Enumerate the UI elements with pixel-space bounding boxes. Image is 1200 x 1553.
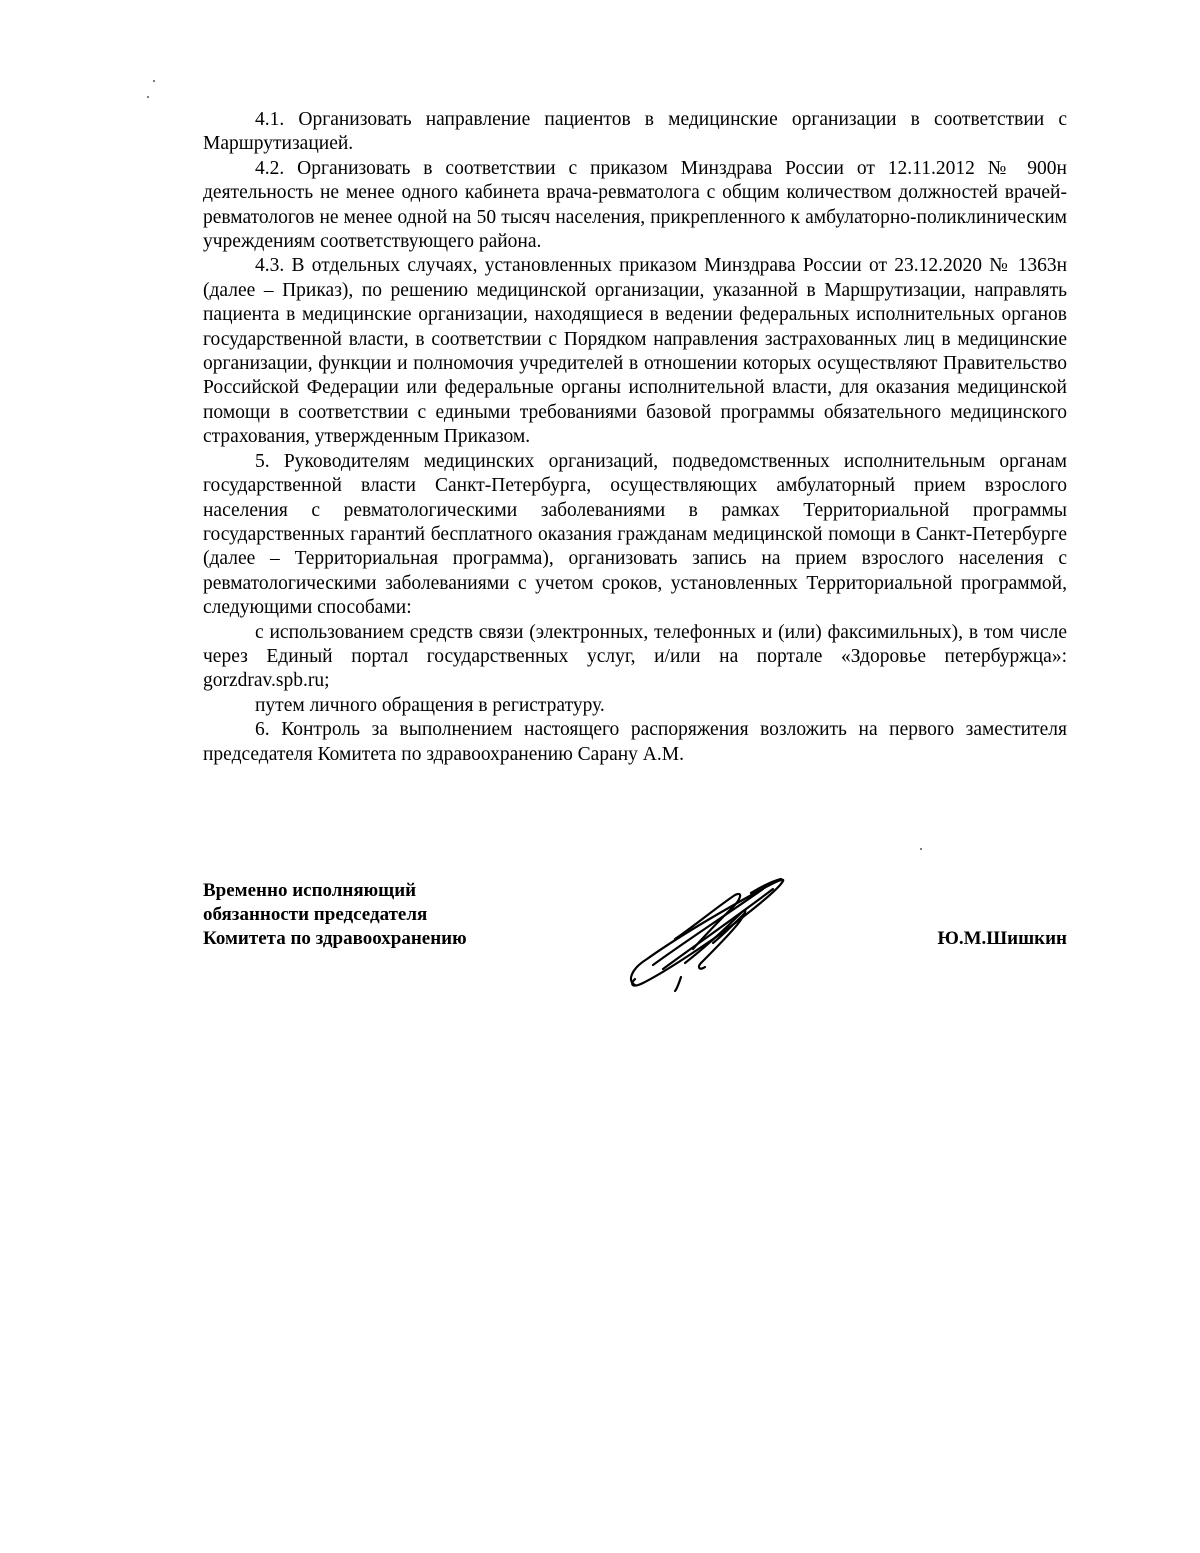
signatory-title <box>203 879 467 951</box>
paragraph-5-method-visit: путем личного обращения в регистратуру. <box>255 694 605 716</box>
signatory-title-line: Временно исполняющий <box>203 880 417 901</box>
handwritten-signature-icon <box>623 873 793 993</box>
scan-artifact <box>147 96 149 98</box>
paragraph-5-method-communication: с использованием средств связи (электронных, телефонных и (или) факсимильных), в том числе через Единый портал государственных услуг, и/или на портале «Здоровье петербуржца»: gorzdrav.spb.ru; <box>203 621 1067 692</box>
signature-block <box>203 873 1067 1003</box>
paragraph-4-2: 4.2. Организовать в соответствии с приказом Минздрава России от 12.11.2012 № 900н деятельность не менее одного кабинета врача-ревматолога с общим количеством должностей врачей-ревматологов не менее одной на 50 тысяч населения, прикрепленного к амбулаторно-поликлиническим учреждениям соответствующего района. <box>203 157 1067 253</box>
signatory-title-line: Комитета по здравоохранению <box>203 928 467 949</box>
paragraph-5: 5. Руководителям медицинских организаций, подведомственных исполнительным органам государственной власти Санкт-Петербурга, осуществляющих амбулаторный прием взрослого населения с ревматологическими заболеваниями в рамках Территориальной программы государственных гарантий бесплатного оказания гражданам медицинской помощи в Санкт-Петербурге (далее – Территориальная программа), организовать запись на прием взрослого населения с ревматологическими заболеваниями с учетом сроков, установленных Территориальной программой, следующими способами: <box>203 450 1067 619</box>
scan-artifact <box>920 848 922 850</box>
document-body <box>203 108 1067 767</box>
scan-artifact <box>153 80 155 82</box>
paragraph-4-3: 4.3. В отдельных случаях, установленных приказом Минздрава России от 23.12.2020 № 1363н (далее – Приказ), по решению медицинской организации, указанной в Маршрутизации, направлять пациента в медицинские организации, находящиеся в ведении федеральных исполнительных органов государственной власти, в соответствии с Порядком направления застрахованных лиц в медицинские организации, функции и полномочия учредителей в отношении которых осуществляют Правительство Российской Федерации или федеральные органы исполнительной власти, для оказания медицинской помощи в соответствии с едиными требованиями базовой программы обязательного медицинского страхования, утвержденным Приказом. <box>203 255 1067 448</box>
signatory-name: Ю.М.Шишкин <box>937 928 1067 949</box>
paragraph-4-1: 4.1. Организовать направление пациентов в медицинские организации в соответствии с Маршрутизацией. <box>203 109 1067 155</box>
signatory-title-line: обязанности председателя <box>203 904 428 925</box>
paragraph-6: 6. Контроль за выполнением настоящего распоряжения возложить на первого заместителя председателя Комитета по здравоохранению Сарану А.М. <box>203 719 1067 765</box>
